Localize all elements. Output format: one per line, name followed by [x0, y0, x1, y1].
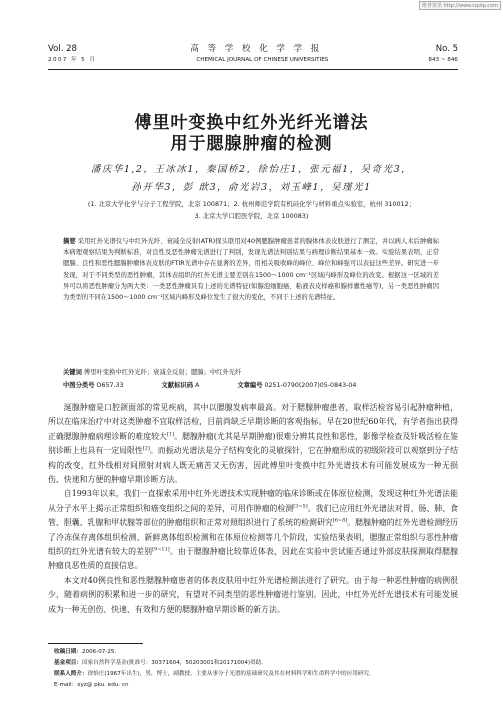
header-rule: [48, 69, 458, 70]
journal-header: [48, 44, 458, 70]
citation: [3~5]: [293, 503, 308, 510]
issue-number: No. 5: [435, 44, 458, 54]
journal-name-en: CHEMICAL JOURNAL OF CHINESE UNIVERSITIES: [196, 57, 329, 63]
fund-info: 基金项目：国家自然科学基金(批准号：30371604，50203001和20171004)资助.: [54, 660, 264, 666]
publication-date: 2007 年 5 月: [48, 57, 97, 63]
watermark: 维普资讯 http://www.cqvip.com: [419, 1, 501, 10]
citation: [9~11]: [152, 546, 170, 553]
authors-line-2: 孙开华3，彭 歆3，俞光岩3，刘玉峰1，吴瑾光1: [131, 182, 372, 193]
classification-line: [63, 381, 439, 390]
clc-code: 中图分类号 O657.33: [63, 382, 124, 389]
article-number: 文章编号 0251-0790(2007)05-0843-04: [237, 382, 357, 389]
keywords-text: 傅里叶变换中红外光纤；衰减全反射；腮腺；中红外光纤: [83, 369, 242, 376]
abstract-label: 摘要: [63, 238, 76, 245]
title-line-2: 用于腮腺肿瘤的检测: [170, 134, 333, 154]
abstract: [63, 236, 439, 303]
received-date: 收稿日期：2006-07-25.: [54, 649, 117, 655]
affiliation-line-2: 3. 北京大学口腔医学院，北京 100083): [194, 212, 309, 220]
body-text: [48, 401, 458, 617]
document-code: 文献标识码 A: [161, 382, 200, 389]
affiliation-line-1: (1. 北京大学化学与分子工程学院，北京 100871；2. 杭州师范学院有机硅化学与材料重点实验室，杭州 310012；: [87, 200, 416, 208]
authors-line-1: 潘庆华1,2，王冰冰1，秦国桥2，徐怡庄1，张元福1，吴奇光3，: [90, 164, 413, 175]
paragraph-3: 本文对40例良性和恶性腮腺肿瘤患者的体表皮肤用中红外光谱检测法进行了研究。由于每一种恶性肿瘤的病例很少，随着病例的积累和进一步的研究，有望对不同类型的恶性肿瘤进行鉴别。因此，中红外光纤光谱技术有可能发展成为一种无创伤、快速、有效和方便的腮腺肿瘤早期诊断的新方法。: [48, 575, 458, 614]
page-range: 843 ~ 846: [428, 57, 458, 63]
volume: Vol. 28: [48, 44, 77, 54]
keywords: [63, 368, 439, 377]
citation: [1]: [167, 431, 175, 438]
journal-name-cn: 高 等 学 校 化 学 学 报: [190, 44, 323, 54]
contact-info: 联系人简介：徐怡庄(1967年出生)，男，博士，副教授，主要从事分子光谱的基础研究及其在材料科学和生命科学中的应用研究.: [54, 671, 371, 677]
footnotes: [54, 647, 454, 691]
footnote-rule: [48, 643, 143, 644]
citation: [6~8]: [332, 517, 348, 524]
keywords-label: 关键词: [63, 369, 82, 376]
title-line-1: 傅里叶变换中红外光纤光谱法: [134, 113, 369, 133]
abstract-text: 采用红外光谱仪与中红外光纤、衰减全反射(ATR)探头联用对40例腮腺肿瘤患者的腺体体表皮肤进行了测定，并以病人术后肿瘤标本病理观察结果为判断标准，对良性及恶性肿瘤光谱进行了判别，发现光谱法判别结果与病理诊断结果基本一致。实验结果表明，正常腮腺、良性和恶性腮腺肿瘤体表皮肤的FTIR光谱中存在显著的差异，用相关吸收峰的峰位、峰位和峰强可以表征这些差异。研究进一步发现，对于不同类型的恶性肿瘤，其体表组织的红外光谱主要差别在1500～1000 cm⁻¹区域内峰形及峰位的改变。根据这一区域的差异可以将恶性肿瘤分为两大类：一类恶性肿瘤具有上述的光谱特征(如腺泡细胞癌、粘液表皮样癌和腺样囊性癌等)，另一类恶性肿瘤因为类型的不同在1500～1000 cm⁻¹区域内峰形及峰位发生了很大的变化，不同于上述的光谱特征。: [63, 238, 440, 302]
paragraph-1: 涎腺肿瘤是口腔颌面部的常见疾病，其中以腮腺发病率最高。对于腮腺肿瘤患者，取样活检容易引起肿瘤种植，所以在临床治疗中对这类肿瘤不宜取样活检，目前尚缺乏早期诊断的客观指标。早在20世纪60年代，有学者指出获得正确腮腺肿瘤病理诊断的难度较大[1]。腮腺肿瘤(尤其是早期肿瘤)很难分辨其良性和恶性，影像学检查及针吸活检在鉴别诊断上也具有一定局限性[2]。而振动光谱法是分子结构变化的灵敏探针，它在肿瘤形成的初级阶段可以观察到分子结构的改变，红外线相对间照射对病人既无痛苦又无伤害，因此傅里叶变换中红外光谱技术有可能发展成为一种无损伤、快速和方便的肿瘤早期诊断方法。: [48, 403, 458, 485]
email: E-mail：xyz@ pku. edu. cn: [54, 682, 129, 688]
paragraph-2: 自1993年以来，我们一直探索采用中红外光谱技术实现肿瘤的临床诊断或在体原位检测，发现这种红外光谱法能从分子水平上揭示正常组织和癌变组织之间的差异，可用作肿瘤的检测[3~5]。我们已应用红外光谱法对胃、肠、肺、食管、胆囊、乳腺和甲状腺等部位的肿瘤组织和正常对照组织进行了系统的检测研究[6~8]。腮腺肿瘤的红外光谱检测经历了冷冻保存离体组织检测、新鲜离体组织检测和在体原位检测等几个阶段，实验结果表明，腮腺正常组织与恶性肿瘤组织的红外光谱有较大的差别[9~11]。由于腮腺肿瘤比较靠近体表，因此在实验中尝试能否通过外部皮肤探测取得腮腺肿瘤良恶性质的直接信息。: [48, 489, 458, 571]
citation: [2]: [142, 445, 150, 452]
